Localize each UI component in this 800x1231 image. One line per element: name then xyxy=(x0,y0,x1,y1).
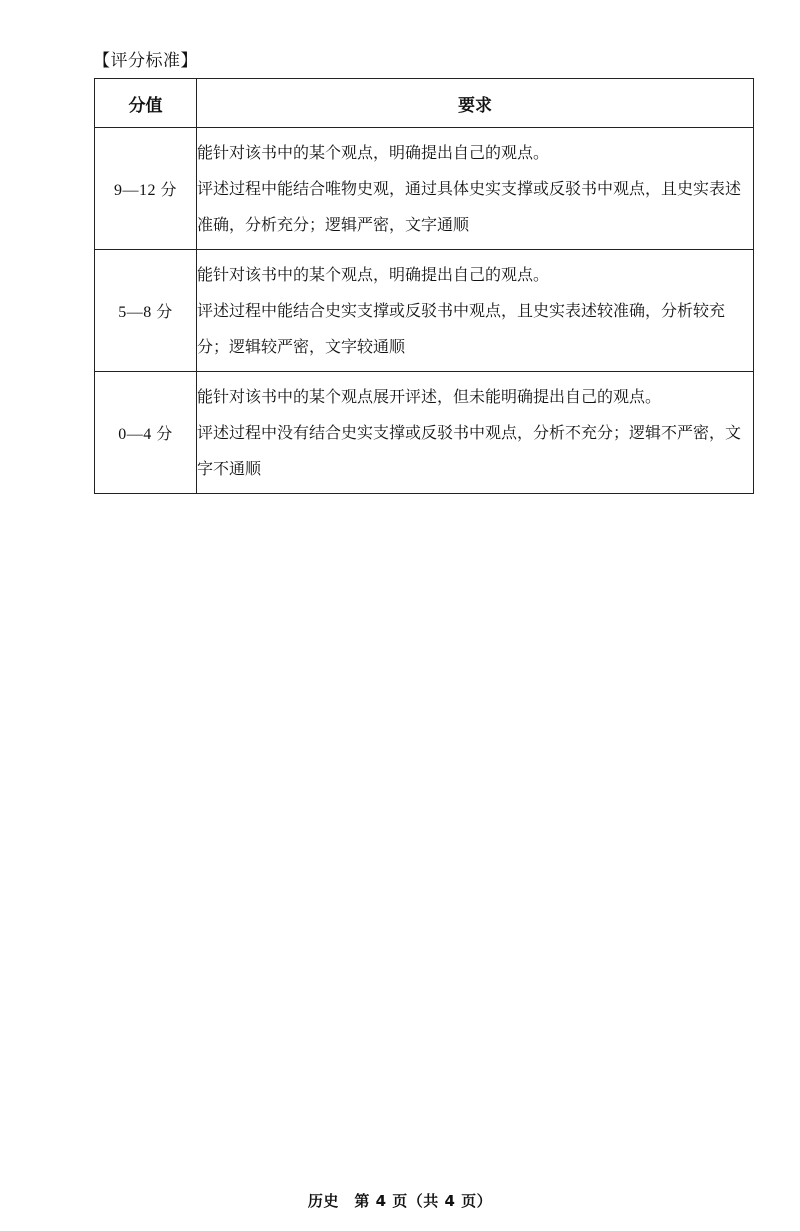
table-header-row xyxy=(95,79,754,128)
table-row xyxy=(95,250,754,372)
header-requirement: 要求 xyxy=(197,79,754,128)
table-row xyxy=(95,128,754,250)
requirement-line: 能针对该书中的某个观点，明确提出自己的观点。 xyxy=(197,264,550,284)
requirement-cell xyxy=(197,128,754,250)
score-range: 9—12 分 xyxy=(95,128,197,250)
scoring-rubric-table xyxy=(94,78,754,494)
requirement-line: 评述过程中能结合唯物史观，通过具体史实支撑或反驳书中观点，且史实表述准确，分析充分；逻辑严密，文字通顺 xyxy=(197,178,742,234)
score-range: 0—4 分 xyxy=(95,372,197,494)
requirement-line: 能针对该书中的某个观点展开评述，但未能明确提出自己的观点。 xyxy=(197,386,662,406)
requirement-cell xyxy=(197,372,754,494)
requirement-line: 评述过程中没有结合史实支撑或反驳书中观点，分析不充分；逻辑不严密，文字不通顺 xyxy=(197,422,742,478)
requirement-cell xyxy=(197,250,754,372)
score-range: 5—8 分 xyxy=(95,250,197,372)
requirement-line: 评述过程中能结合史实支撑或反驳书中观点，且史实表述较准确，分析较充分；逻辑较严密，文字较通顺 xyxy=(197,300,726,356)
header-score: 分值 xyxy=(95,79,197,128)
page-footer: 历史 第 4 页（共 4 页） xyxy=(307,1192,493,1210)
requirement-line: 能针对该书中的某个观点，明确提出自己的观点。 xyxy=(197,142,550,162)
section-title: 【评分标准】 xyxy=(93,51,198,71)
table-row xyxy=(95,372,754,494)
